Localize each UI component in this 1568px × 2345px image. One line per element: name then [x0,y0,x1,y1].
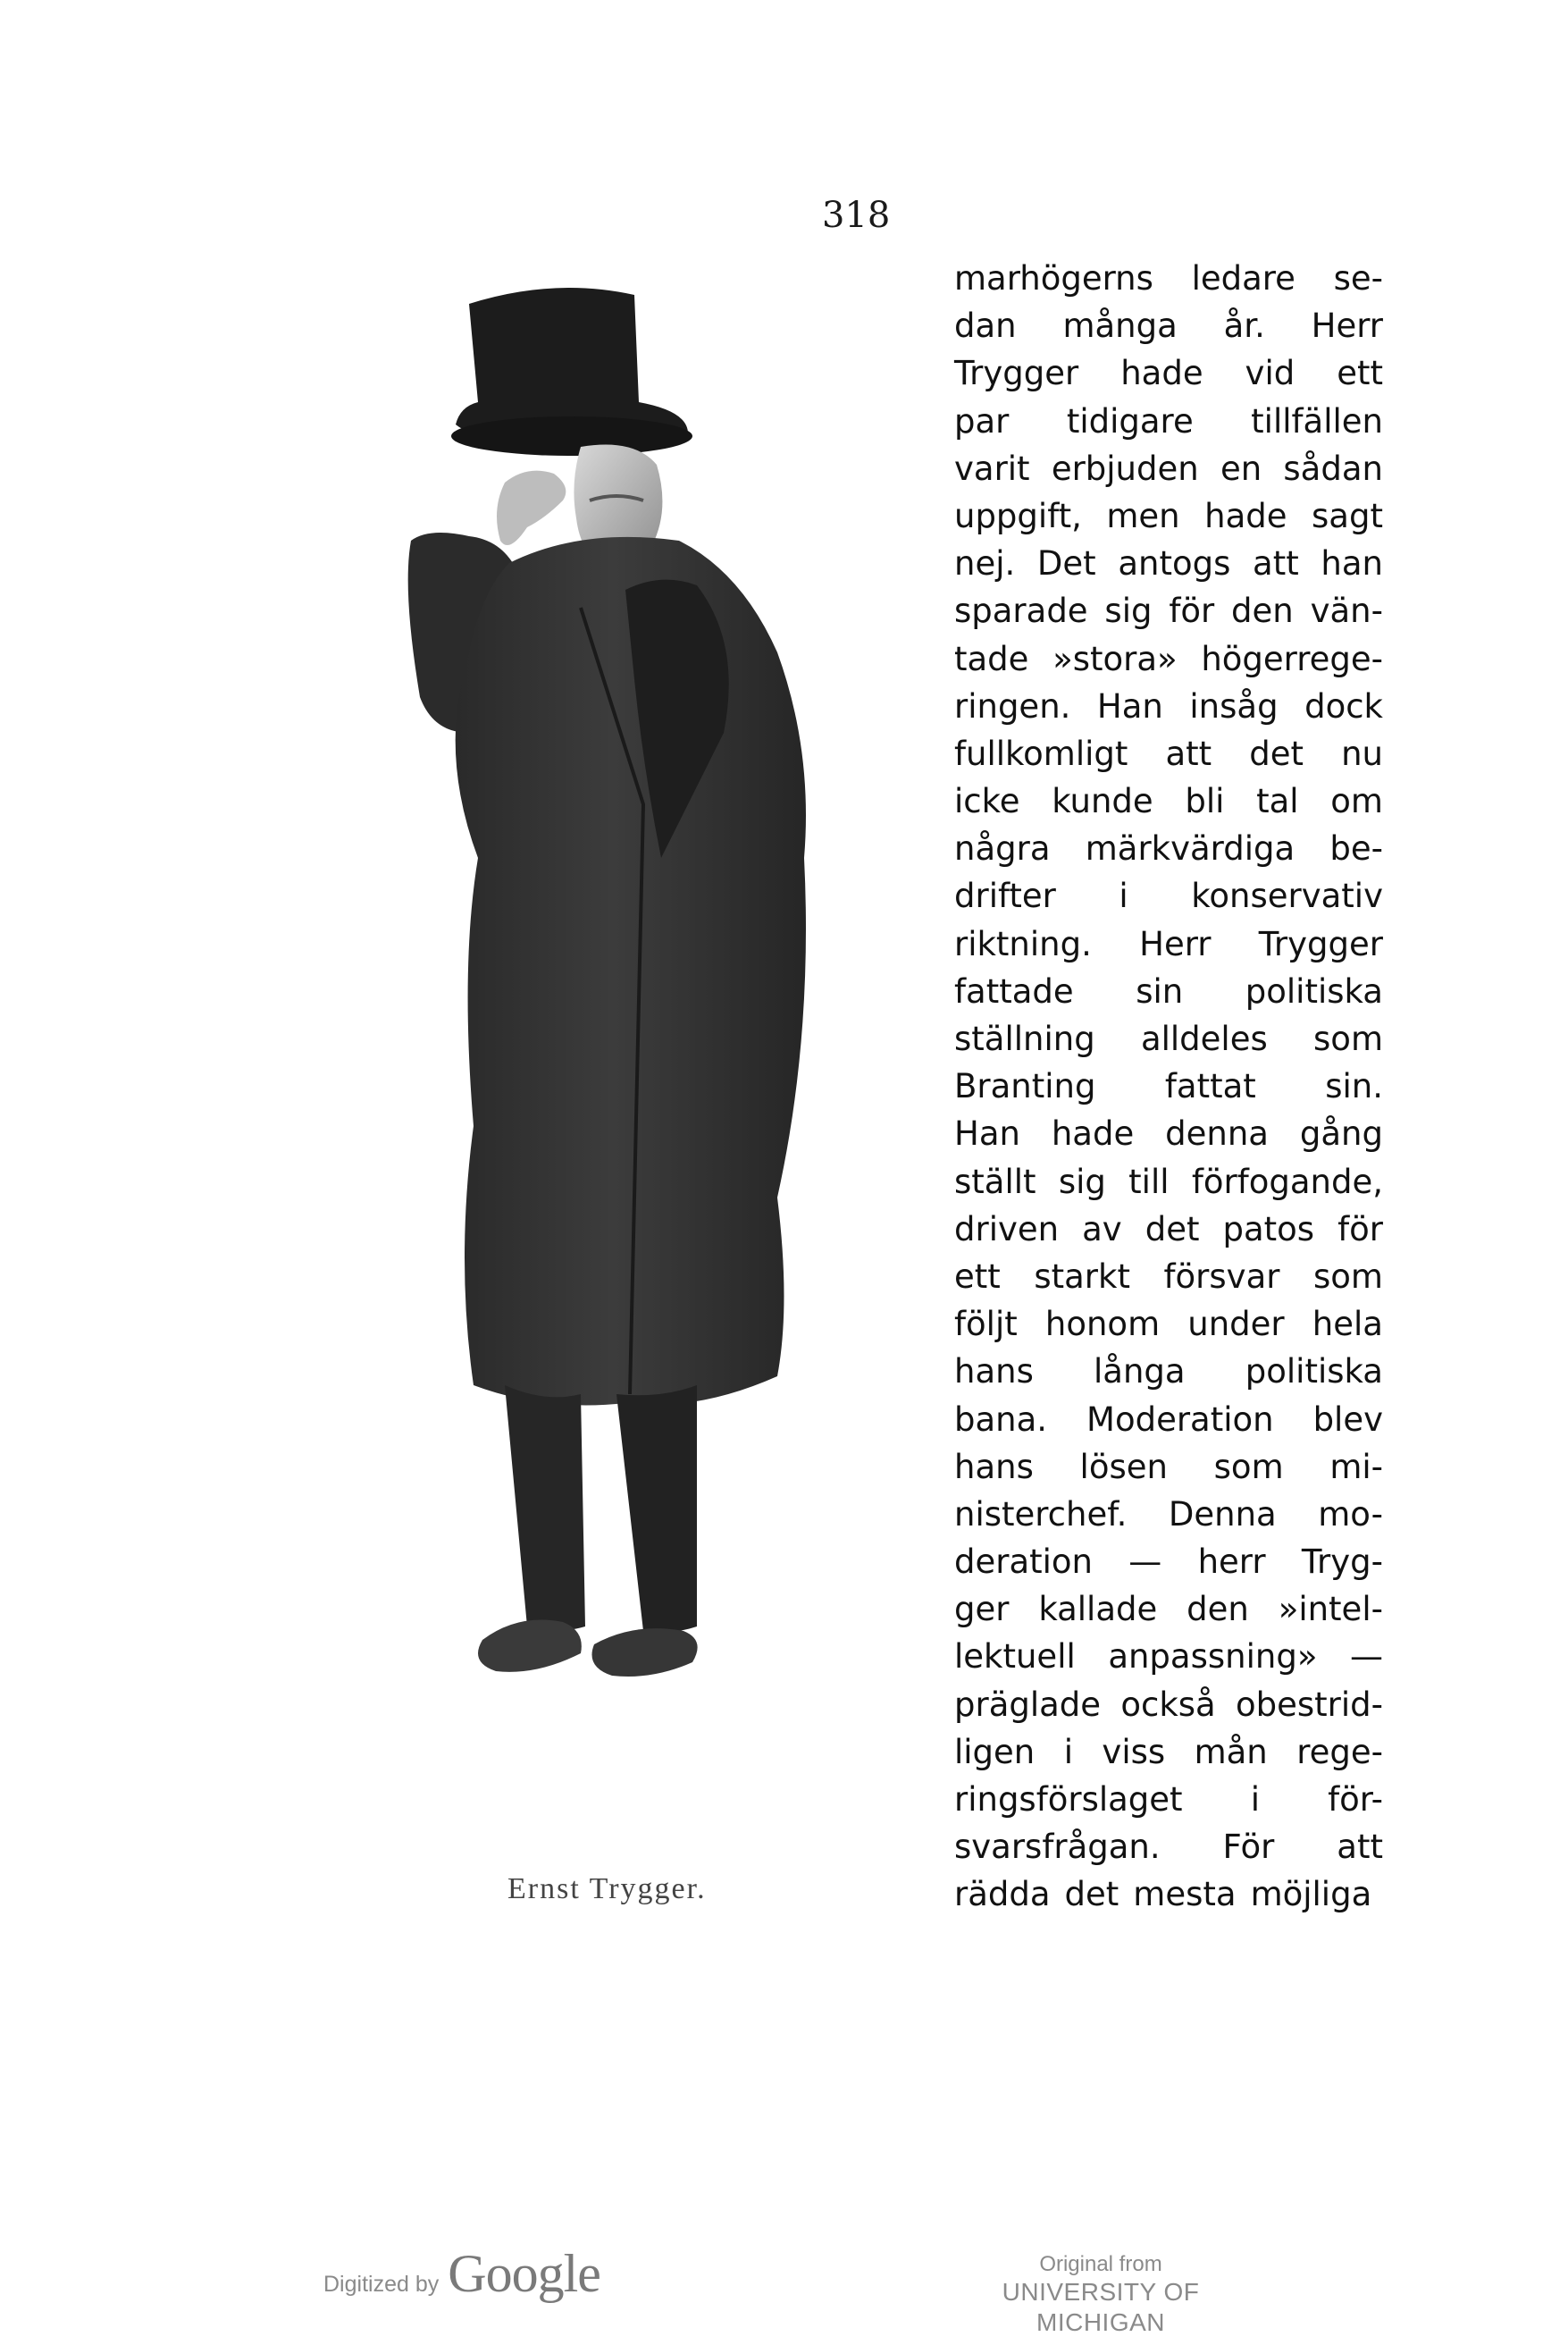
word: bana. [954,1399,1048,1439]
word: högerrege- [1201,639,1383,678]
word: Herr [1139,924,1212,963]
word: år. [1223,307,1265,346]
text-line [954,1110,1383,1157]
text-line [954,1728,1383,1776]
word: nu [1341,734,1383,773]
word: mo- [1318,1494,1383,1534]
word: ledare [1191,259,1295,298]
word: riktning. [954,924,1092,963]
text-line [954,920,1383,968]
word: det [1064,1875,1119,1914]
word: sparade [954,592,1088,631]
text-line [954,1396,1383,1443]
word: För [1222,1828,1275,1867]
word: den [1231,592,1294,631]
portrait-photo [277,232,813,1868]
word: Tryg- [1301,1542,1383,1582]
google-logo: Google [448,2244,600,2303]
word: nisterchef. [954,1494,1128,1534]
word: försvar [1163,1257,1280,1296]
word: vid [1245,354,1295,393]
text-line [954,1063,1383,1110]
word: sig [1058,1162,1106,1201]
word: anpassning» [1108,1637,1318,1677]
text-line [954,349,1383,397]
word: tillfällen [1251,401,1383,441]
word: mesta [1133,1875,1237,1914]
word: Han [1096,686,1163,726]
word: några [954,829,1051,869]
word: hade [1051,1114,1135,1154]
word: alldeles [1140,1020,1268,1058]
word: han [1321,544,1383,584]
word: fattade [954,971,1074,1011]
word: viss [1102,1732,1166,1771]
word: obestrid- [1235,1685,1383,1724]
word: dan [954,307,1017,346]
word: marhögerns [954,259,1153,298]
word: hade [1204,496,1287,535]
text-line [954,1158,1383,1206]
word: herr [1197,1542,1266,1582]
word: bli [1185,782,1225,821]
word: antogs [1118,544,1231,584]
word: av [1082,1209,1122,1248]
word: ringen. [954,686,1071,726]
word: ställt [954,1162,1036,1201]
original-source [949,2252,1253,2338]
text-line [954,1491,1383,1538]
word: politiska [1245,1352,1383,1391]
word: erbjuden [1051,449,1199,488]
word: Herr [1311,307,1383,346]
text-line [954,587,1383,635]
word: också [1120,1685,1216,1724]
text-line [954,492,1383,540]
word: be- [1329,829,1383,869]
text-line [954,1633,1383,1680]
word: tade [954,639,1029,678]
text-line [954,683,1383,730]
word: ställning [954,1020,1095,1058]
digitized-by-google [323,2243,600,2305]
word: uppgift, [954,496,1082,535]
word: — [1128,1542,1162,1582]
text-line [954,872,1383,920]
word: sin [1136,971,1184,1011]
word: för [1337,1209,1383,1248]
word: icke [954,782,1020,821]
word: sin. [1325,1067,1383,1106]
word: under [1187,1305,1285,1344]
text-line [954,1206,1383,1253]
word: hans [954,1447,1034,1486]
word: patos [1222,1209,1315,1248]
word: i [1063,1732,1073,1771]
word: möjliga [1250,1875,1372,1914]
word: präglade [954,1685,1102,1724]
word: »stora» [1052,639,1178,678]
word: Trygger [1258,924,1383,963]
word: om [1330,782,1383,821]
word: hade [1120,354,1203,393]
text-line [954,1015,1383,1063]
word: »intel- [1278,1590,1383,1629]
word: den [1186,1590,1249,1629]
word: nej. [954,544,1016,584]
text-line [954,1300,1383,1348]
word: Trygger [954,354,1079,393]
text-line [954,730,1383,777]
word: många [1062,307,1178,346]
text-line [954,445,1383,492]
text-line [954,255,1383,302]
word: att [1253,544,1299,584]
word: dock [1304,686,1383,726]
text-line [954,540,1383,587]
text-line [954,302,1383,349]
text-line [954,1870,1383,1918]
text-line [954,1823,1383,1870]
word: hela [1312,1305,1383,1344]
word: ger [954,1590,1010,1629]
word: tal [1256,782,1299,821]
word: gång [1299,1114,1383,1154]
word: ligen [954,1732,1036,1771]
word: Denna [1168,1494,1277,1534]
word: följt [954,1305,1018,1344]
word: honom [1044,1305,1161,1344]
figure-caption: Ernst Trygger. [507,1872,707,1905]
word: fullkomligt [954,734,1128,773]
word: som [1313,1257,1383,1296]
word: politiska [1245,971,1383,1011]
word: till [1128,1162,1170,1201]
original-from-label: Original from [1039,2252,1162,2276]
word: mi- [1329,1447,1383,1486]
word: vän- [1310,592,1383,631]
institution-name: UNIVERSITY OF MICHIGAN [1002,2278,1200,2336]
word: som [1213,1447,1284,1486]
word: i [1119,877,1128,916]
word: driven [954,1209,1060,1248]
word: märkvärdiga [1085,829,1295,869]
word: konservativ [1191,877,1383,916]
word: kunde [1052,782,1153,821]
word: blev [1312,1399,1383,1439]
word: ringsförslaget [954,1780,1183,1819]
word: långa [1094,1352,1186,1391]
word: drifter [954,877,1056,916]
text-line [954,398,1383,445]
word: lösen [1079,1447,1168,1486]
word: insåg [1189,686,1279,726]
word: i [1250,1780,1260,1819]
text-line [954,825,1383,872]
word: tidigare [1066,401,1194,441]
text-line [954,1585,1383,1633]
word: rädda [954,1875,1051,1914]
word: ett [1337,354,1383,393]
text-line [954,1776,1383,1823]
word: se- [1333,259,1383,298]
word: ett [954,1257,1001,1296]
word: för- [1328,1780,1383,1819]
word: Branting [954,1067,1096,1106]
word: deration [954,1542,1094,1582]
word: som [1313,1020,1383,1058]
word: par [954,401,1010,441]
text-line [954,968,1383,1015]
text-line [954,1443,1383,1491]
word: fattat [1164,1067,1256,1106]
word: denna [1165,1114,1269,1154]
word: — [1350,1637,1383,1677]
word: det [1249,734,1304,773]
text-line [954,1253,1383,1300]
text-line [954,1348,1383,1395]
word: Det [1036,544,1096,584]
word: rege- [1296,1732,1383,1771]
word: för [1169,592,1215,631]
word: att [1165,734,1212,773]
word: Han [954,1114,1020,1154]
word: kallade [1038,1590,1158,1629]
digitized-label: Digitized by [323,2272,440,2297]
word: men [1106,496,1180,535]
word: hans [954,1352,1034,1391]
word: mån [1194,1732,1268,1771]
text-line [954,1538,1383,1585]
word: att [1337,1828,1383,1867]
word: sagt [1312,496,1383,535]
word: Moderation [1086,1399,1274,1439]
word: varit [954,449,1030,488]
word: sådan [1283,449,1383,488]
word: svarsfrågan. [954,1828,1161,1867]
word: sig [1104,592,1153,631]
text-line [954,777,1383,825]
word: det [1145,1209,1200,1248]
word: starkt [1034,1257,1130,1296]
word: lektuell [954,1637,1076,1677]
page-number: 318 [822,195,891,236]
word: förfogande, [1191,1162,1383,1201]
text-line [954,635,1383,683]
text-line [954,1681,1383,1728]
body-text-column [954,255,1383,1919]
word: en [1220,449,1262,488]
